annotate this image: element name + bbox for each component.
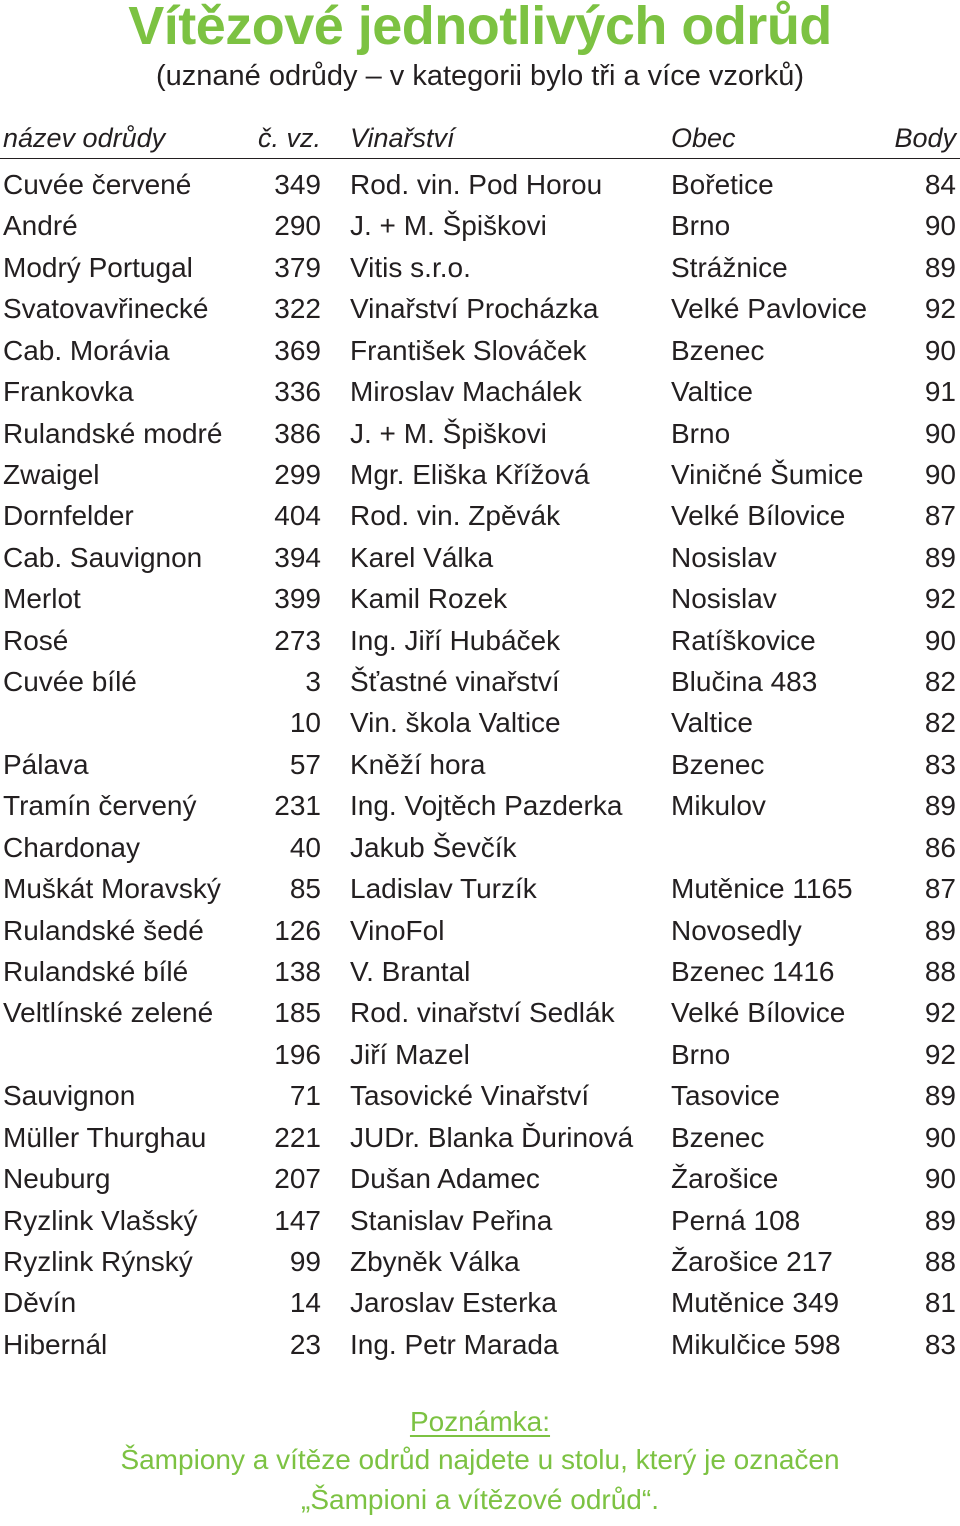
column-header-points: Body: [894, 123, 956, 153]
cell-sample-no: 231: [274, 790, 321, 822]
cell-variety: Sauvignon: [3, 1080, 136, 1112]
cell-points: 92: [924, 1038, 956, 1070]
cell-sample-no: 322: [274, 293, 321, 325]
cell-sample-no: 126: [274, 914, 321, 946]
cell-town: Bořetice: [671, 169, 774, 200]
cell-winery: V. Brantal: [350, 956, 471, 988]
cell-town: Brno: [671, 210, 731, 242]
table-row: [0, 288, 960, 329]
cell-town: Mikulčice 598: [671, 1328, 841, 1360]
cell-town: Mutěnice 1165: [671, 873, 853, 905]
cell-points: 89: [924, 1204, 956, 1236]
cell-winery: Rod. vin. Zpěvák: [350, 500, 561, 532]
cell-winery: Jiří Mazel: [350, 1038, 470, 1070]
table-row: [0, 827, 960, 868]
cell-sample-no: 185: [274, 997, 321, 1029]
table-row: [0, 330, 960, 371]
cell-variety: Cab. Sauvignon: [3, 541, 203, 573]
table-row: [0, 1324, 960, 1365]
cell-variety: Rulandské modré: [3, 417, 223, 449]
cell-town: Perná 108: [671, 1204, 801, 1236]
note-text-line-2: „Šampioni a vítězové odrůd“.: [301, 1484, 659, 1515]
cell-points: 87: [924, 873, 956, 905]
table-row: [0, 1158, 960, 1199]
cell-town: Valtice: [671, 707, 753, 739]
cell-sample-no: 14: [289, 1287, 321, 1319]
cell-variety: Rosé: [3, 624, 69, 656]
table-row: [0, 868, 960, 909]
table-row: [0, 205, 960, 246]
cell-sample-no: 299: [274, 458, 321, 490]
table-row: [0, 495, 960, 536]
cell-winery: Miroslav Machálek: [350, 376, 582, 408]
note-label: Poznámka:: [409, 1406, 551, 1437]
cell-sample-no: 23: [289, 1328, 321, 1360]
cell-town: Velké Pavlovice: [671, 293, 868, 325]
table-body: [0, 164, 960, 1365]
cell-sample-no: 71: [289, 1080, 321, 1112]
cell-points: 90: [924, 334, 956, 366]
cell-winery: Karel Válka: [350, 541, 494, 573]
cell-town: Brno: [671, 1038, 731, 1070]
cell-points: 89: [924, 251, 956, 283]
cell-points: 83: [924, 1328, 956, 1360]
cell-variety: Modrý Portugal: [3, 251, 193, 283]
cell-points: 89: [924, 1080, 956, 1112]
table-row: [0, 1034, 960, 1075]
cell-points: 89: [924, 914, 956, 946]
table-row: [0, 1241, 960, 1282]
cell-town: Novosedly: [671, 914, 802, 946]
cell-sample-no: 10: [289, 707, 321, 739]
cell-variety: Frankovka: [3, 376, 134, 408]
cell-points: 82: [924, 707, 956, 739]
cell-variety: Cab. Morávia: [3, 334, 170, 366]
cell-winery: VinoFol: [350, 914, 445, 946]
page-title: Vítězové jednotlivých odrůd: [128, 0, 832, 56]
cell-sample-no: 399: [274, 583, 321, 615]
cell-variety: Dornfelder: [3, 500, 134, 532]
cell-points: 89: [924, 790, 956, 822]
cell-sample-no: 196: [274, 1038, 321, 1070]
cell-sample-no: 207: [274, 1163, 321, 1195]
cell-points: 81: [924, 1287, 956, 1319]
cell-points: 88: [924, 956, 956, 988]
cell-points: 90: [924, 458, 956, 490]
table-row: [0, 578, 960, 619]
cell-variety: Cuvée červené: [3, 169, 192, 200]
cell-winery: Tasovické Vinařství: [350, 1080, 590, 1112]
cell-points: 92: [924, 583, 956, 615]
cell-winery: Stanislav Peřina: [350, 1204, 553, 1236]
cell-town: Bzenec: [671, 1121, 765, 1153]
cell-winery: Kamil Rozek: [350, 583, 508, 615]
cell-town: Žarošice: [671, 1163, 779, 1195]
cell-variety: Tramín červený: [3, 790, 197, 822]
cell-sample-no: 290: [274, 210, 321, 242]
cell-town: Velké Bílovice: [671, 500, 846, 532]
cell-winery: JUDr. Blanka Ďurinová: [350, 1121, 634, 1153]
cell-winery: Vin. škola Valtice: [350, 707, 561, 739]
cell-variety: Rulandské bílé: [3, 956, 189, 988]
page-subtitle: (uznané odrůdy – v kategorii bylo tři a více vzorků): [156, 60, 804, 92]
table-row: [0, 951, 960, 992]
table-row: [0, 992, 960, 1033]
cell-sample-no: 3: [305, 666, 321, 698]
cell-variety: Děvín: [3, 1287, 77, 1319]
table-row: [0, 661, 960, 702]
table-row: [0, 247, 960, 288]
cell-sample-no: 349: [274, 169, 321, 200]
cell-variety: Müller Thurghau: [3, 1121, 207, 1153]
table-row: [0, 1282, 960, 1323]
cell-sample-no: 386: [274, 417, 321, 449]
cell-town: Bzenec 1416: [671, 956, 835, 988]
cell-winery: Kněží hora: [350, 748, 486, 780]
cell-points: 91: [924, 376, 956, 408]
cell-variety: Veltlínské zelené: [3, 997, 214, 1029]
cell-points: 89: [924, 541, 956, 573]
cell-sample-no: 99: [289, 1245, 321, 1277]
cell-winery: Dušan Adamec: [350, 1163, 540, 1195]
cell-sample-no: 138: [274, 956, 321, 988]
cell-town: Strážnice: [671, 251, 788, 283]
cell-town: Tasovice: [671, 1080, 780, 1112]
cell-variety: Muškát Moravský: [3, 873, 221, 905]
column-header-variety: název odrůdy: [3, 123, 166, 153]
cell-variety: Zwaigel: [3, 458, 100, 490]
table-row: [0, 702, 960, 743]
column-header-town: Obec: [671, 123, 736, 153]
cell-variety: Cuvée bílé: [3, 666, 137, 698]
cell-points: 87: [924, 500, 956, 532]
cell-points: 88: [924, 1245, 956, 1277]
cell-variety: Pálava: [3, 748, 89, 780]
cell-variety: Neuburg: [3, 1163, 111, 1195]
cell-town: Mutěnice 349: [671, 1287, 840, 1319]
cell-winery: Jaroslav Esterka: [350, 1287, 557, 1319]
cell-sample-no: 57: [289, 748, 321, 780]
cell-town: Bzenec: [671, 334, 765, 366]
cell-variety: Rulandské šedé: [3, 914, 204, 946]
cell-winery: Ing. Vojtěch Pazderka: [350, 790, 623, 822]
cell-town: Velké Bílovice: [671, 997, 846, 1029]
table-row: [0, 1200, 960, 1241]
cell-town: Valtice: [671, 376, 753, 408]
cell-points: 90: [924, 1163, 956, 1195]
table-row: [0, 785, 960, 826]
cell-points: 90: [924, 1121, 956, 1153]
cell-winery: Vitis s.r.o.: [350, 251, 471, 283]
cell-town: Viničné Šumice: [671, 458, 864, 490]
cell-sample-no: 404: [274, 500, 321, 532]
cell-variety: Hibernál: [3, 1328, 108, 1360]
cell-variety: André: [3, 210, 78, 242]
cell-sample-no: 336: [274, 376, 321, 408]
cell-sample-no: 379: [274, 251, 321, 283]
cell-sample-no: 40: [289, 831, 321, 863]
cell-winery: Šťastné vinařství: [350, 666, 560, 698]
cell-sample-no: 85: [289, 873, 321, 905]
cell-winery: J. + M. Špiškovi: [350, 417, 547, 449]
cell-winery: Zbyněk Válka: [350, 1245, 520, 1277]
cell-points: 84: [924, 169, 956, 200]
cell-points: 92: [924, 997, 956, 1029]
cell-winery: Jakub Ševčík: [350, 831, 517, 863]
table-row: [0, 744, 960, 785]
table-header: [0, 118, 960, 159]
table-row: [0, 537, 960, 578]
cell-winery: Ing. Petr Marada: [350, 1328, 559, 1360]
table-row: [0, 620, 960, 661]
cell-town: Brno: [671, 417, 731, 449]
cell-sample-no: 369: [274, 334, 321, 366]
cell-winery: Rod. vinařství Sedlák: [350, 997, 615, 1029]
cell-winery: Ing. Jiří Hubáček: [350, 624, 561, 656]
cell-variety: Ryzlink Vlašský: [3, 1204, 198, 1236]
cell-sample-no: 394: [274, 541, 321, 573]
cell-sample-no: 273: [274, 624, 321, 656]
cell-variety: Chardonay: [3, 831, 140, 863]
table-row: [0, 454, 960, 495]
cell-points: 90: [924, 624, 956, 656]
cell-variety: Ryzlink Rýnský: [3, 1245, 193, 1277]
cell-winery: Ladislav Turzík: [350, 873, 537, 905]
results-table: [0, 118, 960, 1365]
cell-town: Nosislav: [671, 541, 777, 573]
cell-winery: František Slováček: [350, 334, 587, 366]
cell-points: 90: [924, 210, 956, 242]
table-row: [0, 1117, 960, 1158]
cell-winery: Vinařství Procházka: [350, 293, 599, 325]
table-row: [0, 1075, 960, 1116]
cell-points: 82: [924, 666, 956, 698]
cell-points: 92: [924, 293, 956, 325]
column-header-winery: Vinařství: [350, 123, 455, 153]
cell-points: 90: [924, 417, 956, 449]
cell-town: Žarošice 217: [671, 1245, 833, 1277]
cell-variety: Merlot: [3, 583, 81, 615]
column-header-sample-no: č. vz.: [257, 123, 321, 153]
cell-variety: Svatovavřinecké: [3, 293, 209, 325]
table-row: [0, 164, 960, 205]
cell-town: Nosislav: [671, 583, 777, 615]
cell-sample-no: 147: [274, 1204, 321, 1236]
cell-winery: Rod. vin. Pod Horou: [350, 169, 603, 200]
cell-town: Ratíškovice: [671, 624, 816, 656]
note-text-line-1: Šampiony a vítěze odrůd najdete u stolu, který je označen: [120, 1444, 840, 1475]
table-row: [0, 413, 960, 454]
table-row: [0, 371, 960, 412]
cell-town: Bzenec: [671, 748, 765, 780]
cell-town: Blučina 483: [671, 666, 818, 698]
cell-winery: Mgr. Eliška Křížová: [350, 458, 590, 490]
table-row: [0, 910, 960, 951]
cell-points: 86: [924, 831, 956, 863]
cell-town: Mikulov: [671, 790, 766, 822]
cell-sample-no: 221: [274, 1121, 321, 1153]
cell-winery: J. + M. Špiškovi: [350, 210, 547, 242]
cell-points: 83: [924, 748, 956, 780]
